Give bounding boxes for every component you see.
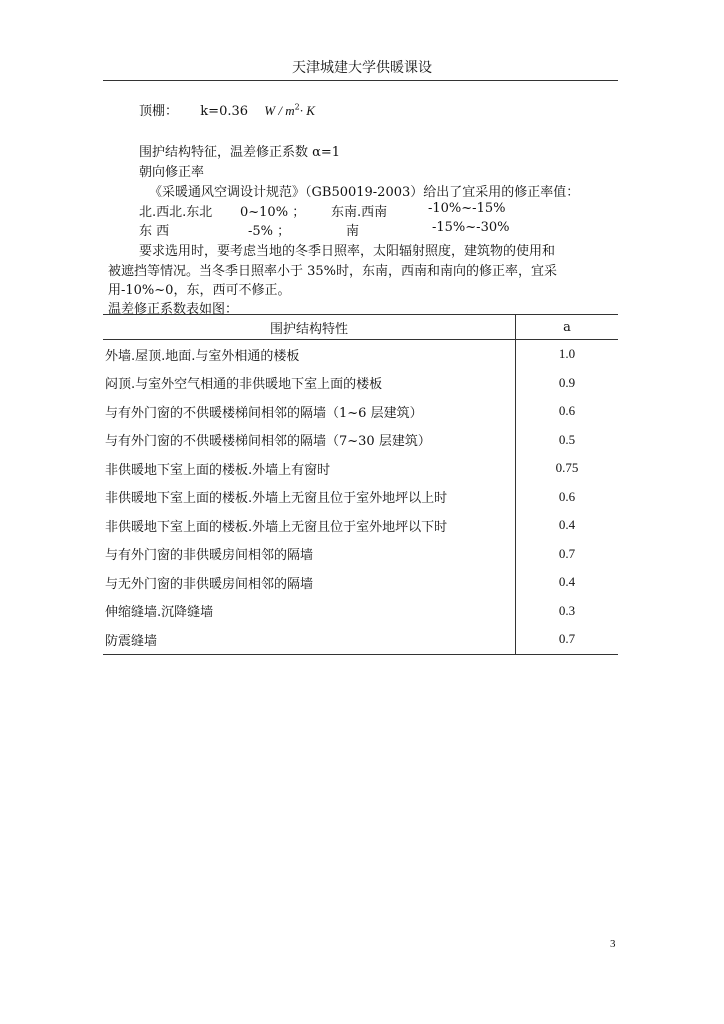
orientation-value: -15%~-30%: [432, 220, 510, 235]
ceiling-label: 顶棚：: [139, 104, 179, 119]
envelope-feature-line: 围护结构特征，温差修正系数 α=1: [139, 145, 341, 160]
table-row: [103, 340, 618, 369]
row-coefficient: 0.4: [558, 517, 576, 533]
row-coefficient: 0.9: [558, 374, 576, 390]
row-property: 与有外门窗的非供暖房间相邻的隔墙: [103, 540, 516, 569]
row-property: 防震缝墙: [103, 625, 516, 654]
ceiling-unit-main: W / m: [264, 103, 295, 118]
row-property: 闷顶.与室外空气相通的非供暖地下室上面的楼板: [103, 369, 516, 398]
table-row: [103, 568, 618, 597]
row-property: 与无外门窗的非供暖房间相邻的隔墙: [103, 568, 516, 597]
orientation-title: 朝向修正率: [139, 165, 205, 180]
ceiling-unit-exp: 2: [294, 102, 300, 112]
temperature-correction-table: [103, 314, 618, 655]
page-header-title: 天津城建大学供暖课设: [292, 60, 432, 76]
notes-line-1: 要求选用时，要考虑当地的冬季日照率，太阳辐射照度，建筑物的使用和: [139, 244, 556, 259]
row-coefficient: 0.6: [558, 403, 576, 419]
table-row: [103, 397, 618, 426]
table-row: [103, 511, 618, 540]
row-coefficient: 1.0: [558, 346, 576, 362]
row-property: 非供暖地下室上面的楼板.外墙上无窗且位于室外地坪以下时: [103, 511, 516, 540]
row-property: 与有外门窗的不供暖楼梯间相邻的隔墙（1~6 层建筑）: [103, 397, 516, 426]
orientation-dir: 南: [346, 224, 360, 239]
row-coefficient: 0.5: [558, 431, 576, 447]
orientation-dir: 东 西: [139, 224, 170, 239]
table-row: [103, 625, 618, 654]
column-header-property: 围护结构特性: [103, 315, 516, 340]
row-property: 外墙.屋顶.地面.与室外相通的楼板: [103, 340, 516, 369]
row-coefficient: 0.75: [555, 460, 579, 476]
orientation-value: 0~10% ；: [240, 205, 306, 220]
row-coefficient: 0.3: [558, 602, 576, 618]
row-property: 与有外门窗的不供暖楼梯间相邻的隔墙（7~30 层建筑）: [103, 426, 516, 455]
header-rule: [103, 80, 618, 81]
orientation-dir: 东南.西南: [331, 205, 388, 220]
orientation-value: -10%~-15%: [428, 201, 506, 216]
row-coefficient: 0.7: [516, 625, 619, 654]
table-row: [103, 454, 618, 483]
row-coefficient: 0.6: [558, 488, 576, 504]
row-property: 非供暖地下室上面的楼板.外墙上有窗时: [103, 454, 516, 483]
ceiling-k-value: k=0.36: [200, 104, 249, 119]
table-row: [103, 369, 618, 398]
ceiling-unit-tail: · K: [299, 103, 315, 118]
table-header-row: [103, 315, 618, 340]
table-row: [103, 540, 618, 569]
notes-line-2: 被遮挡等情况。当冬季日照率小于 35%时，东南，西南和南向的修正率，宜采: [108, 264, 558, 279]
orientation-dir: 北.西北.东北: [139, 205, 213, 220]
row-coefficient: 0.4: [558, 574, 576, 590]
table-row: [103, 426, 618, 455]
row-property: 非供暖地下室上面的楼板.外墙上无窗且位于室外地坪以上时: [103, 483, 516, 512]
table-row: [103, 483, 618, 512]
page-number: 3: [610, 938, 616, 950]
table-row: [103, 597, 618, 626]
table-intro-line: 温差修正系数表如图：: [108, 302, 239, 317]
row-coefficient: 0.7: [558, 545, 576, 561]
ceiling-line: [139, 100, 315, 119]
row-property: 伸缩缝墙.沉降缝墙: [103, 597, 516, 626]
notes-line-3: 用-10%~0，东，西可不修正。: [108, 283, 291, 298]
spec-intro-line: 《采暖通风空调设计规范》（GB50019-2003）给出了宜采用的修正率值：: [149, 185, 580, 200]
column-header-a: a: [516, 315, 619, 340]
orientation-value: -5% ；: [248, 224, 291, 239]
